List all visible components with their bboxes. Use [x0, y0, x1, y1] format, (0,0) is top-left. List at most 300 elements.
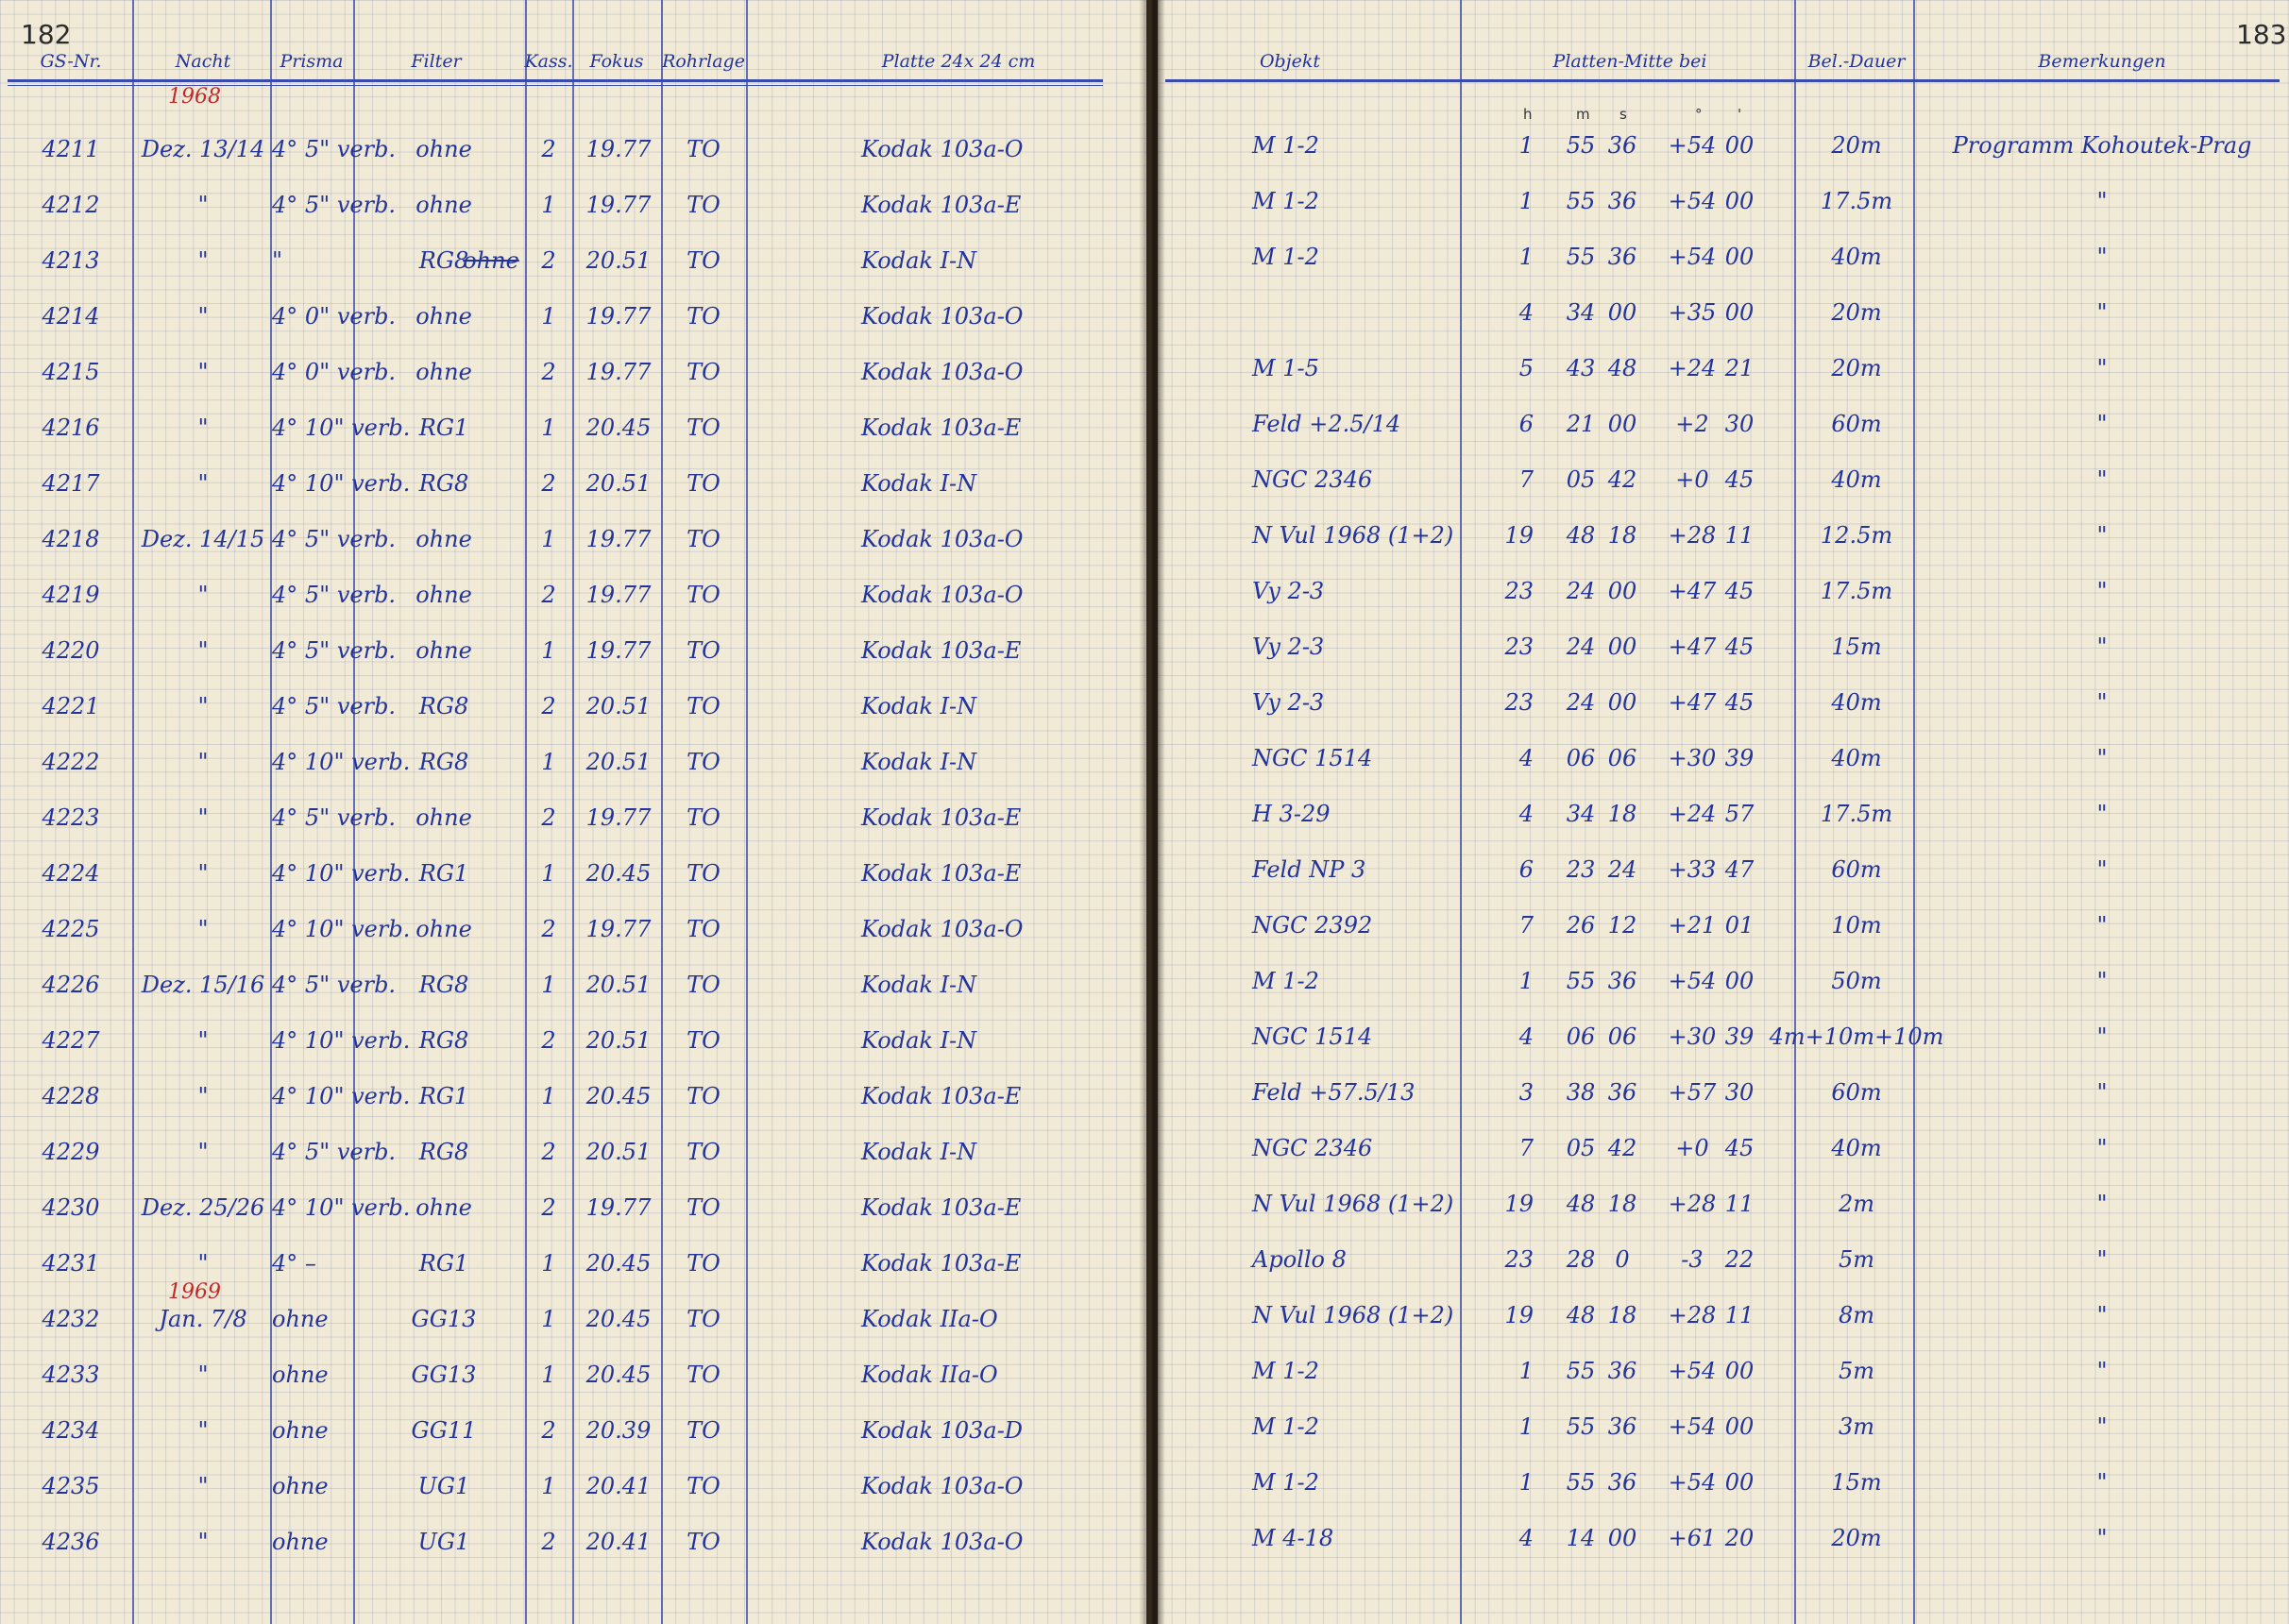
- ra-minutes-cell: 55: [1566, 244, 1596, 270]
- ra-minutes-cell: 26: [1566, 912, 1596, 939]
- platte-cell: Kodak 103a-E: [861, 1083, 1022, 1109]
- kass-cell: 2: [541, 582, 556, 608]
- nacht-cell: ": [197, 359, 209, 385]
- bemerkungen-cell: ": [2096, 299, 2108, 326]
- filter-cell: ohne: [415, 526, 472, 552]
- ra-minutes-cell: 55: [1566, 1469, 1596, 1496]
- objekt-cell: M 1-2: [1252, 132, 1319, 159]
- filter-cell: ohne: [415, 192, 472, 218]
- filter-cell: ohne: [415, 303, 472, 330]
- bemerkungen-cell: ": [2096, 1023, 2108, 1050]
- rohrlage-cell: TO: [687, 582, 721, 608]
- bemerkungen-cell: ": [2096, 1469, 2108, 1496]
- dec-degrees-cell: +30: [1668, 1023, 1717, 1050]
- header-prisma: Prisma: [280, 51, 344, 72]
- dec-arcmin-cell: 47: [1724, 856, 1755, 883]
- bel-dauer-cell: 8m: [1838, 1302, 1875, 1328]
- table-row: [1158, 1352, 2289, 1390]
- table-row: [1158, 182, 2289, 220]
- kass-cell: 2: [541, 247, 556, 274]
- prisma-cell: 4° 5" verb.: [272, 637, 397, 664]
- kass-cell: 1: [541, 637, 556, 664]
- table-row: [0, 353, 1146, 391]
- platte-cell: Kodak 103a-E: [861, 1250, 1022, 1277]
- table-row: [1158, 1463, 2289, 1501]
- table-row: [0, 743, 1146, 781]
- ra-hours-cell: 1: [1518, 132, 1534, 159]
- bemerkungen-cell: ": [2096, 1079, 2108, 1106]
- dec-degrees-cell: +24: [1668, 801, 1717, 827]
- rohrlage-cell: TO: [687, 1473, 721, 1499]
- gs-nr-cell: 4213: [42, 247, 100, 274]
- dec-degrees-cell: +54: [1668, 188, 1717, 214]
- bel-dauer-cell: 20m: [1831, 355, 1882, 381]
- kass-cell: 1: [541, 414, 556, 441]
- nacht-cell: ": [197, 470, 209, 497]
- prisma-cell: ohne: [272, 1473, 329, 1499]
- ra-hours-cell: 1: [1518, 1358, 1534, 1384]
- rohrlage-cell: TO: [687, 1194, 721, 1221]
- fokus-cell: 19.77: [585, 637, 652, 664]
- table-row: [0, 1189, 1146, 1226]
- rohrlage-cell: TO: [687, 916, 721, 942]
- bemerkungen-cell: ": [2096, 912, 2108, 939]
- nacht-cell: ": [197, 693, 209, 719]
- ra-hours-cell: 23: [1504, 1246, 1534, 1273]
- ra-seconds-cell: 48: [1607, 355, 1637, 381]
- platte-cell: Kodak 103a-O: [861, 1529, 1024, 1555]
- kass-cell: 1: [541, 860, 556, 887]
- dec-degrees-cell: +54: [1668, 1413, 1717, 1440]
- prisma-cell: 4° 5" verb.: [272, 804, 397, 831]
- rohrlage-cell: TO: [687, 1362, 721, 1388]
- unit-hours: h: [1523, 106, 1533, 123]
- ra-hours-cell: 1: [1518, 244, 1534, 270]
- gs-nr-cell: 4228: [42, 1083, 100, 1109]
- ra-minutes-cell: 55: [1566, 1358, 1596, 1384]
- ra-minutes-cell: 24: [1566, 578, 1596, 604]
- fokus-cell: 19.77: [585, 526, 652, 552]
- platte-cell: Kodak 103a-O: [861, 526, 1024, 552]
- kass-cell: 2: [541, 1194, 556, 1221]
- nacht-cell: ": [197, 414, 209, 441]
- kass-cell: 2: [541, 1529, 556, 1555]
- table-row: [1158, 349, 2289, 387]
- fokus-cell: 20.51: [585, 1027, 652, 1054]
- dec-arcmin-cell: 00: [1724, 244, 1755, 270]
- prisma-cell: 4° 5" verb.: [272, 192, 397, 218]
- prisma-cell: 4° 0" verb.: [272, 359, 397, 385]
- prisma-cell: 4° 10" verb.: [272, 470, 411, 497]
- header-filter: Filter: [411, 51, 462, 72]
- bel-dauer-cell: 50m: [1831, 968, 1882, 994]
- platte-cell: Kodak 103a-E: [861, 192, 1022, 218]
- rohrlage-cell: TO: [687, 303, 721, 330]
- platte-cell: Kodak 103a-E: [861, 1194, 1022, 1221]
- ra-seconds-cell: 36: [1607, 1469, 1637, 1496]
- header-platten-mitte: Platten-Mitte bei: [1552, 51, 1707, 72]
- filter-cell: GG11: [411, 1417, 477, 1444]
- objekt-cell: NGC 2392: [1252, 912, 1373, 939]
- dec-degrees-cell: +0: [1675, 1135, 1709, 1161]
- gs-nr-cell: 4215: [42, 359, 100, 385]
- gs-nr-cell: 4214: [42, 303, 100, 330]
- fokus-cell: 19.77: [585, 804, 652, 831]
- filter-cell: ohne: [415, 916, 472, 942]
- filter-cell: GG13: [411, 1306, 477, 1332]
- prisma-cell: ohne: [272, 1417, 329, 1444]
- fokus-cell: 20.45: [585, 860, 652, 887]
- platte-cell: Kodak I-N: [861, 470, 977, 497]
- ra-seconds-cell: 42: [1607, 466, 1637, 493]
- fokus-cell: 19.77: [585, 582, 652, 608]
- bemerkungen-cell: Programm Kohoutek-Prag: [1952, 132, 2252, 159]
- gs-nr-cell: 4230: [42, 1194, 100, 1221]
- platte-cell: Kodak I-N: [861, 1027, 977, 1054]
- unit-seconds: s: [1619, 106, 1627, 123]
- ra-minutes-cell: 38: [1566, 1079, 1596, 1106]
- filter-cell: ohne: [415, 359, 472, 385]
- ra-hours-cell: 7: [1518, 466, 1534, 493]
- nacht-cell: Dez. 15/16: [141, 972, 265, 998]
- ra-minutes-cell: 43: [1566, 355, 1596, 381]
- fokus-cell: 20.45: [585, 414, 652, 441]
- fokus-cell: 19.77: [585, 916, 652, 942]
- kass-cell: 1: [541, 1250, 556, 1277]
- ra-seconds-cell: 24: [1607, 856, 1637, 883]
- dec-degrees-cell: -3: [1681, 1246, 1704, 1273]
- ra-hours-cell: 6: [1518, 411, 1534, 437]
- rohrlage-cell: TO: [687, 1250, 721, 1277]
- rohrlage-cell: TO: [687, 637, 721, 664]
- ra-seconds-cell: 18: [1607, 522, 1637, 549]
- rohrlage-cell: TO: [687, 414, 721, 441]
- dec-arcmin-cell: 00: [1724, 188, 1755, 214]
- platte-cell: Kodak 103a-D: [861, 1417, 1024, 1444]
- bel-dauer-cell: 15m: [1831, 634, 1882, 660]
- bel-dauer-cell: 17.5m: [1820, 188, 1893, 214]
- platte-cell: Kodak 103a-O: [861, 1473, 1024, 1499]
- gs-nr-cell: 4220: [42, 637, 100, 664]
- fokus-cell: 20.51: [585, 470, 652, 497]
- table-row: [1158, 127, 2289, 164]
- nacht-cell: Dez. 14/15: [141, 526, 265, 552]
- nacht-cell: ": [197, 1417, 209, 1444]
- objekt-cell: M 1-2: [1252, 1469, 1319, 1496]
- fokus-cell: 20.51: [585, 1139, 652, 1165]
- bemerkungen-cell: ": [2096, 578, 2108, 604]
- dec-arcmin-cell: 20: [1724, 1525, 1755, 1551]
- objekt-cell: NGC 2346: [1252, 466, 1373, 493]
- bemerkungen-cell: ": [2096, 1358, 2108, 1384]
- kass-cell: 1: [541, 1083, 556, 1109]
- ra-seconds-cell: 36: [1607, 188, 1637, 214]
- page-number-right: 183: [2236, 19, 2287, 50]
- gs-nr-cell: 4212: [42, 192, 100, 218]
- filter-cell: UG1: [417, 1529, 470, 1555]
- dec-arcmin-cell: 45: [1724, 1135, 1755, 1161]
- objekt-cell: M 1-2: [1252, 1358, 1319, 1384]
- dec-arcmin-cell: 39: [1724, 745, 1755, 771]
- dec-degrees-cell: +54: [1668, 1358, 1717, 1384]
- header-fokus: Fokus: [589, 51, 644, 72]
- rohrlage-cell: TO: [687, 1139, 721, 1165]
- filter-cell: ohne: [415, 582, 472, 608]
- dec-arcmin-cell: 45: [1724, 578, 1755, 604]
- rohrlage-cell: TO: [687, 972, 721, 998]
- table-row: [1158, 1519, 2289, 1557]
- struck-filter-cell: ohne: [463, 247, 519, 274]
- gs-nr-cell: 4225: [42, 916, 100, 942]
- dec-degrees-cell: +47: [1668, 689, 1717, 716]
- rohrlage-cell: TO: [687, 526, 721, 552]
- kass-cell: 2: [541, 470, 556, 497]
- ra-minutes-cell: 48: [1566, 1191, 1596, 1217]
- filter-cell: RG8: [418, 693, 469, 719]
- table-row: [1158, 628, 2289, 666]
- objekt-cell: NGC 1514: [1252, 1023, 1373, 1050]
- table-row: [1158, 1241, 2289, 1278]
- bel-dauer-cell: 17.5m: [1820, 578, 1893, 604]
- rohrlage-cell: TO: [687, 136, 721, 162]
- nacht-cell: Dez. 25/26: [141, 1194, 265, 1221]
- table-row: [1158, 1129, 2289, 1167]
- dec-arcmin-cell: 21: [1724, 355, 1755, 381]
- nacht-cell: ": [197, 1473, 209, 1499]
- gs-nr-cell: 4221: [42, 693, 100, 719]
- platte-cell: Kodak 103a-E: [861, 804, 1022, 831]
- header-objekt: Objekt: [1259, 51, 1321, 72]
- ra-seconds-cell: 42: [1607, 1135, 1637, 1161]
- objekt-cell: Apollo 8: [1252, 1246, 1347, 1273]
- nacht-cell: Dez. 13/14: [141, 136, 265, 162]
- dec-arcmin-cell: 39: [1724, 1023, 1755, 1050]
- nacht-cell: ": [197, 192, 209, 218]
- header-rule: [1165, 79, 2280, 82]
- prisma-cell: 4° 10" verb.: [272, 1194, 411, 1221]
- nacht-cell: ": [197, 749, 209, 775]
- ra-seconds-cell: 00: [1607, 411, 1637, 437]
- platte-cell: Kodak IIa-O: [861, 1362, 998, 1388]
- ra-minutes-cell: 21: [1566, 411, 1596, 437]
- bemerkungen-cell: ": [2096, 745, 2108, 771]
- gs-nr-cell: 4227: [42, 1027, 100, 1054]
- table-row: [1158, 962, 2289, 1000]
- filter-cell: RG8: [418, 470, 469, 497]
- ra-hours-cell: 6: [1518, 856, 1534, 883]
- nacht-cell: ": [197, 1362, 209, 1388]
- dec-degrees-cell: +54: [1668, 244, 1717, 270]
- header-rohrlage: Rohrlage: [662, 51, 745, 72]
- platte-cell: Kodak 103a-O: [861, 916, 1024, 942]
- table-row: [0, 576, 1146, 614]
- rohrlage-cell: TO: [687, 359, 721, 385]
- table-row: [1158, 1018, 2289, 1056]
- kass-cell: 2: [541, 1139, 556, 1165]
- page-number-left: 182: [21, 19, 72, 50]
- table-row: [1158, 906, 2289, 944]
- bel-dauer-cell: 17.5m: [1820, 801, 1893, 827]
- fokus-cell: 19.77: [585, 1194, 652, 1221]
- ra-seconds-cell: 18: [1607, 801, 1637, 827]
- ra-minutes-cell: 23: [1566, 856, 1596, 883]
- platte-cell: Kodak IIa-O: [861, 1306, 998, 1332]
- dec-degrees-cell: +33: [1668, 856, 1717, 883]
- prisma-cell: 4° 5" verb.: [272, 1139, 397, 1165]
- filter-cell: RG1: [418, 1250, 469, 1277]
- ra-seconds-cell: 00: [1607, 1525, 1637, 1551]
- nacht-cell: ": [197, 303, 209, 330]
- bemerkungen-cell: ": [2096, 1135, 2108, 1161]
- bemerkungen-cell: ": [2096, 634, 2108, 660]
- bel-dauer-cell: 60m: [1831, 1079, 1882, 1106]
- bemerkungen-cell: ": [2096, 244, 2108, 270]
- gs-nr-cell: 4219: [42, 582, 100, 608]
- filter-cell: RG1: [418, 860, 469, 887]
- table-row: [1158, 516, 2289, 554]
- fokus-cell: 20.51: [585, 972, 652, 998]
- fokus-cell: 20.45: [585, 1306, 652, 1332]
- table-row: [1158, 405, 2289, 443]
- nacht-cell: ": [197, 916, 209, 942]
- table-row: [0, 687, 1146, 725]
- table-row: [1158, 572, 2289, 610]
- dec-degrees-cell: +47: [1668, 578, 1717, 604]
- ra-seconds-cell: 36: [1607, 132, 1637, 159]
- ra-minutes-cell: 55: [1566, 968, 1596, 994]
- gs-nr-cell: 4216: [42, 414, 100, 441]
- nacht-cell: ": [197, 1139, 209, 1165]
- ra-hours-cell: 19: [1504, 1302, 1534, 1328]
- bemerkungen-cell: ": [2096, 522, 2108, 549]
- bel-dauer-cell: 60m: [1831, 856, 1882, 883]
- prisma-cell: 4° 10" verb.: [272, 916, 411, 942]
- prisma-cell: 4° 5" verb.: [272, 972, 397, 998]
- platte-cell: Kodak 103a-O: [861, 582, 1024, 608]
- gs-nr-cell: 4233: [42, 1362, 100, 1388]
- ra-hours-cell: 4: [1518, 1525, 1534, 1551]
- table-row: [0, 186, 1146, 224]
- bel-dauer-cell: 3m: [1838, 1413, 1875, 1440]
- dec-arcmin-cell: 00: [1724, 132, 1755, 159]
- dec-arcmin-cell: 57: [1724, 801, 1755, 827]
- table-row: [1158, 1408, 2289, 1446]
- gs-nr-cell: 4224: [42, 860, 100, 887]
- objekt-cell: Feld +2.5/14: [1252, 411, 1401, 437]
- rohrlage-cell: TO: [687, 1417, 721, 1444]
- ra-seconds-cell: 36: [1607, 968, 1637, 994]
- gs-nr-cell: 4234: [42, 1417, 100, 1444]
- objekt-cell: M 1-5: [1252, 355, 1319, 381]
- dec-arcmin-cell: 11: [1724, 1302, 1755, 1328]
- table-row: [0, 409, 1146, 447]
- header-bemerkungen: Bemerkungen: [2038, 51, 2166, 72]
- platte-cell: Kodak I-N: [861, 972, 977, 998]
- rohrlage-cell: TO: [687, 1027, 721, 1054]
- dec-degrees-cell: +28: [1668, 1191, 1717, 1217]
- dec-degrees-cell: +47: [1668, 634, 1717, 660]
- ra-seconds-cell: 36: [1607, 1079, 1637, 1106]
- ra-seconds-cell: 00: [1607, 299, 1637, 326]
- table-row: [0, 1133, 1146, 1171]
- platte-cell: Kodak I-N: [861, 247, 977, 274]
- fokus-cell: 20.45: [585, 1362, 652, 1388]
- kass-cell: 1: [541, 526, 556, 552]
- fokus-cell: 20.51: [585, 693, 652, 719]
- fokus-cell: 20.39: [585, 1417, 652, 1444]
- ra-hours-cell: 1: [1518, 968, 1534, 994]
- platte-cell: Kodak 103a-O: [861, 359, 1024, 385]
- bel-dauer-cell: 40m: [1831, 244, 1882, 270]
- ra-minutes-cell: 24: [1566, 689, 1596, 716]
- ra-hours-cell: 4: [1518, 801, 1534, 827]
- rohrlage-cell: TO: [687, 749, 721, 775]
- dec-degrees-cell: +28: [1668, 1302, 1717, 1328]
- unit-arcmin: ': [1738, 106, 1742, 123]
- platte-cell: Kodak I-N: [861, 1139, 977, 1165]
- unit-degrees: °: [1695, 106, 1703, 123]
- bel-dauer-cell: 10m: [1831, 912, 1882, 939]
- unit-minutes: m: [1576, 106, 1590, 123]
- dec-arcmin-cell: 00: [1724, 299, 1755, 326]
- bemerkungen-cell: ": [2096, 1191, 2108, 1217]
- nacht-cell: ": [197, 860, 209, 887]
- objekt-cell: M 1-2: [1252, 188, 1319, 214]
- ra-hours-cell: 1: [1518, 188, 1534, 214]
- ra-minutes-cell: 06: [1566, 1023, 1596, 1050]
- table-row: [0, 799, 1146, 837]
- ra-hours-cell: 19: [1504, 1191, 1534, 1217]
- table-row: [1158, 684, 2289, 721]
- ra-minutes-cell: 24: [1566, 634, 1596, 660]
- ra-minutes-cell: 55: [1566, 188, 1596, 214]
- ra-minutes-cell: 05: [1566, 1135, 1596, 1161]
- ra-hours-cell: 3: [1518, 1079, 1534, 1106]
- ra-minutes-cell: 14: [1566, 1525, 1596, 1551]
- ra-seconds-cell: 36: [1607, 1413, 1637, 1440]
- ra-seconds-cell: 36: [1607, 1358, 1637, 1384]
- kass-cell: 2: [541, 693, 556, 719]
- dec-degrees-cell: +2: [1675, 411, 1709, 437]
- bel-dauer-cell: 40m: [1831, 466, 1882, 493]
- prisma-cell: 4° 5" verb.: [272, 693, 397, 719]
- objekt-cell: M 1-2: [1252, 244, 1319, 270]
- kass-cell: 2: [541, 1027, 556, 1054]
- header-bel-dauer: Bel.-Dauer: [1807, 51, 1906, 72]
- ra-hours-cell: 7: [1518, 1135, 1534, 1161]
- prisma-cell: 4° 10" verb.: [272, 749, 411, 775]
- filter-cell: RG1: [418, 1083, 469, 1109]
- objekt-cell: Vy 2-3: [1252, 578, 1325, 604]
- nacht-cell: ": [197, 1250, 209, 1277]
- filter-cell: ohne: [415, 1194, 472, 1221]
- ra-minutes-cell: 06: [1566, 745, 1596, 771]
- ra-seconds-cell: 18: [1607, 1302, 1637, 1328]
- dec-arcmin-cell: 45: [1724, 634, 1755, 660]
- ra-minutes-cell: 05: [1566, 466, 1596, 493]
- filter-cell: RG8: [418, 1027, 469, 1054]
- kass-cell: 1: [541, 749, 556, 775]
- bemerkungen-cell: ": [2096, 1302, 2108, 1328]
- dec-arcmin-cell: 11: [1724, 1191, 1755, 1217]
- dec-degrees-cell: +0: [1675, 466, 1709, 493]
- ra-seconds-cell: 00: [1607, 578, 1637, 604]
- platte-cell: Kodak 103a-E: [861, 414, 1022, 441]
- fokus-cell: 19.77: [585, 192, 652, 218]
- header-nacht: Nacht: [175, 51, 231, 72]
- book-gutter: [1139, 0, 1165, 1624]
- dec-degrees-cell: +57: [1668, 1079, 1717, 1106]
